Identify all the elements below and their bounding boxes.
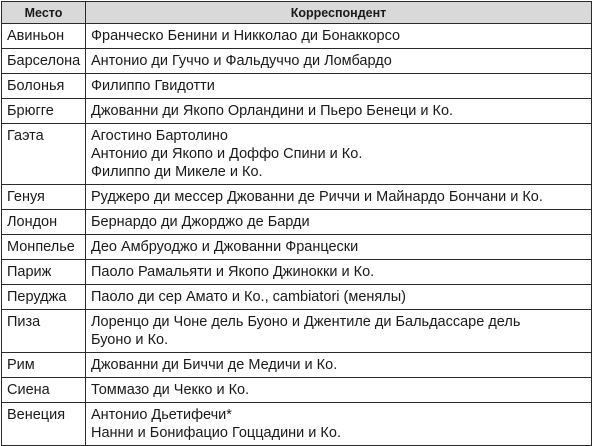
table-row (2, 260, 592, 285)
correspondent-cell (86, 24, 592, 49)
table-row (2, 310, 592, 353)
correspondent-line: Нанни и Бонифацио Гоццадини и Ко. (91, 425, 341, 441)
place-cell: Пиза (2, 310, 86, 353)
correspondent-line: Франческо Бенини и Никколао ди Бонаккорсо (91, 28, 401, 44)
correspondent-line: Бернардо ди Джорджо де Барди (91, 214, 310, 230)
table-row (2, 353, 592, 378)
place-cell: Лондон (2, 210, 86, 235)
correspondent-cell (86, 378, 592, 403)
correspondent-line: Паоло Рамальяти и Якопо Джинокки и Ко. (91, 264, 375, 280)
place-cell: Венеция (2, 403, 86, 446)
correspondent-cell (86, 124, 592, 185)
correspondent-cell (86, 260, 592, 285)
correspondent-line: Антонио ди Гуччо и Фальдуччо ди Ломбардо (91, 53, 392, 69)
correspondent-cell (86, 185, 592, 210)
correspondent-line: Антонио ди Якопо и Доффо Спини и Ко. (91, 146, 363, 162)
table-row (2, 403, 592, 446)
correspondent-cell (86, 210, 592, 235)
correspondents-table (1, 1, 592, 446)
correspondent-cell (86, 99, 592, 124)
header-row (2, 2, 592, 24)
table-row (2, 24, 592, 49)
table-header (2, 2, 592, 24)
place-cell: Сиена (2, 378, 86, 403)
correspondent-cell (86, 74, 592, 99)
table-row (2, 210, 592, 235)
correspondent-line: Антонио Дьетифечи* (91, 407, 232, 423)
header-correspondent: Корреспондент (86, 2, 592, 24)
place-cell: Болонья (2, 74, 86, 99)
place-cell: Гаэта (2, 124, 86, 185)
correspondent-cell (86, 235, 592, 260)
correspondent-line: Руджеро ди мессер Джованни де Риччи и Майнардо Бончани и Ко. (91, 189, 543, 205)
place-cell: Брюгге (2, 99, 86, 124)
table-row (2, 235, 592, 260)
correspondent-line: Томмазо ди Чекко и Ко. (91, 382, 250, 398)
header-place: Место (2, 2, 86, 24)
table-row (2, 49, 592, 74)
table-row (2, 185, 592, 210)
correspondent-line: Джованни ди Биччи де Медичи и Ко. (91, 357, 338, 373)
correspondent-line: Джованни ди Якопо Орландини и Пьеро Бенеци и Ко. (91, 103, 454, 119)
place-cell: Монпелье (2, 235, 86, 260)
table-row (2, 124, 592, 185)
place-cell: Перуджа (2, 285, 86, 310)
place-cell: Париж (2, 260, 86, 285)
correspondent-line: Агостино Бартолино (91, 128, 228, 144)
correspondent-line: Лоренцо ди Чоне дель Буоно и Джентиле ди Бальдассаре дель (91, 314, 521, 330)
place-cell: Рим (2, 353, 86, 378)
correspondent-line: Део Амбруоджо и Джованни Францески (91, 239, 359, 255)
correspondent-cell (86, 49, 592, 74)
correspondent-line: Филиппо ди Микеле и Ко. (91, 164, 263, 180)
correspondent-cell (86, 285, 592, 310)
correspondent-line: Паоло ди сер Амато и Ко., cambiatori (менялы) (91, 289, 406, 305)
correspondent-line: Буоно и Ко. (91, 332, 169, 348)
place-cell: Генуя (2, 185, 86, 210)
table-body (2, 24, 592, 446)
place-cell: Авиньон (2, 24, 86, 49)
correspondent-cell (86, 353, 592, 378)
table-row (2, 285, 592, 310)
place-cell: Барселона (2, 49, 86, 74)
correspondent-cell (86, 403, 592, 446)
table-row (2, 378, 592, 403)
correspondent-cell (86, 310, 592, 353)
correspondent-line: Филиппо Гвидотти (91, 78, 215, 94)
table-row (2, 99, 592, 124)
table-row (2, 74, 592, 99)
